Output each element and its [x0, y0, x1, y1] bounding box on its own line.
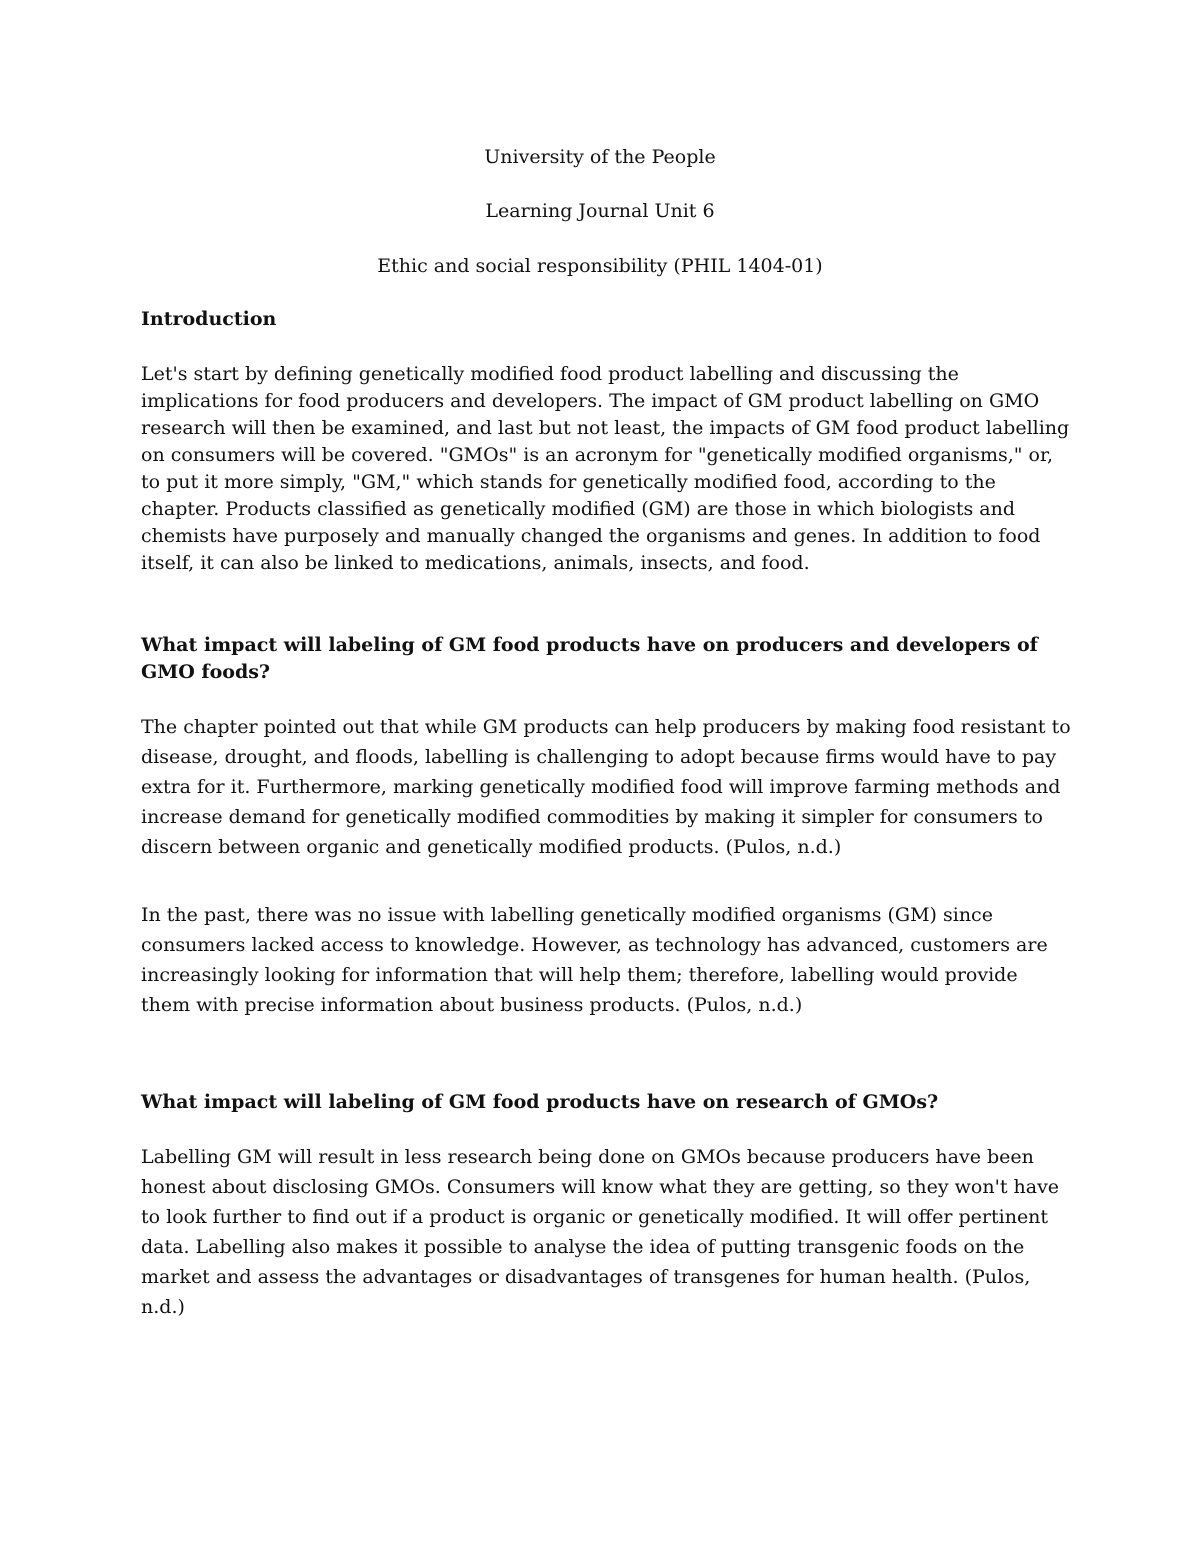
section-heading-research: What impact will labeling of GM food products have on research of GMOs? [141, 1091, 939, 1113]
paragraph-producers-1: The chapter pointed out that while GM products can help producers by making food resistant to disease, drought, and floods, labelling is challenging to adopt because firms would have to pay extra for it. Furthermore, marking genetically modified food will improve farming methods and increase demand for genetically modified commodities by making it simpler for consumers to discern between organic and genetically modified products. (Pulos, n.d.) [141, 716, 1071, 858]
paragraph-introduction: Let's start by defining genetically modified food product labelling and discussing the implications for food producers and developers. The impact of GM product labelling on GMO research will then be examined, and last but not least, the impacts of GM food product labelling on consumers will be covered. "GMOs" is an acronym for "genetically modified organisms," or, to put it more simply, "GM," which stands for genetically modified food, according to the chapter. Products classified as genetically modified (GM) are those in which biologists and chemists have purposely and manually changed the organisms and genes. In addition to food itself, it can also be linked to medications, animals, insects, and food. [141, 363, 1070, 574]
paragraph-research: Labelling GM will result in less research being done on GMOs because producers have been honest about disclosing GMOs. Consumers will know what they are getting, so they won't have to look further to find out if a product is organic or genetically modified. It will offer pertinent data. Labelling also makes it possible to analyse the idea of putting transgenic foods on the market and assess the advantages or disadvantages of transgenes for human health. (Pulos, n.d.) [141, 1146, 1060, 1318]
section-heading-introduction: Introduction [141, 308, 277, 330]
assignment-title: Learning Journal Unit 6 [485, 200, 715, 222]
course-title: Ethic and social responsibility (PHIL 1404-01) [377, 255, 823, 277]
section-heading-producers: What impact will labeling of GM food products have on producers and developers of GMO foods? [141, 634, 1038, 683]
institution-title: University of the People [484, 146, 716, 168]
paragraph-producers-2: In the past, there was no issue with labelling genetically modified organisms (GM) since consumers lacked access to knowledge. However, as technology has advanced, customers are increasingly looking for information that will help them; therefore, labelling would provide them with precise information about business products. (Pulos, n.d.) [141, 904, 1048, 1016]
